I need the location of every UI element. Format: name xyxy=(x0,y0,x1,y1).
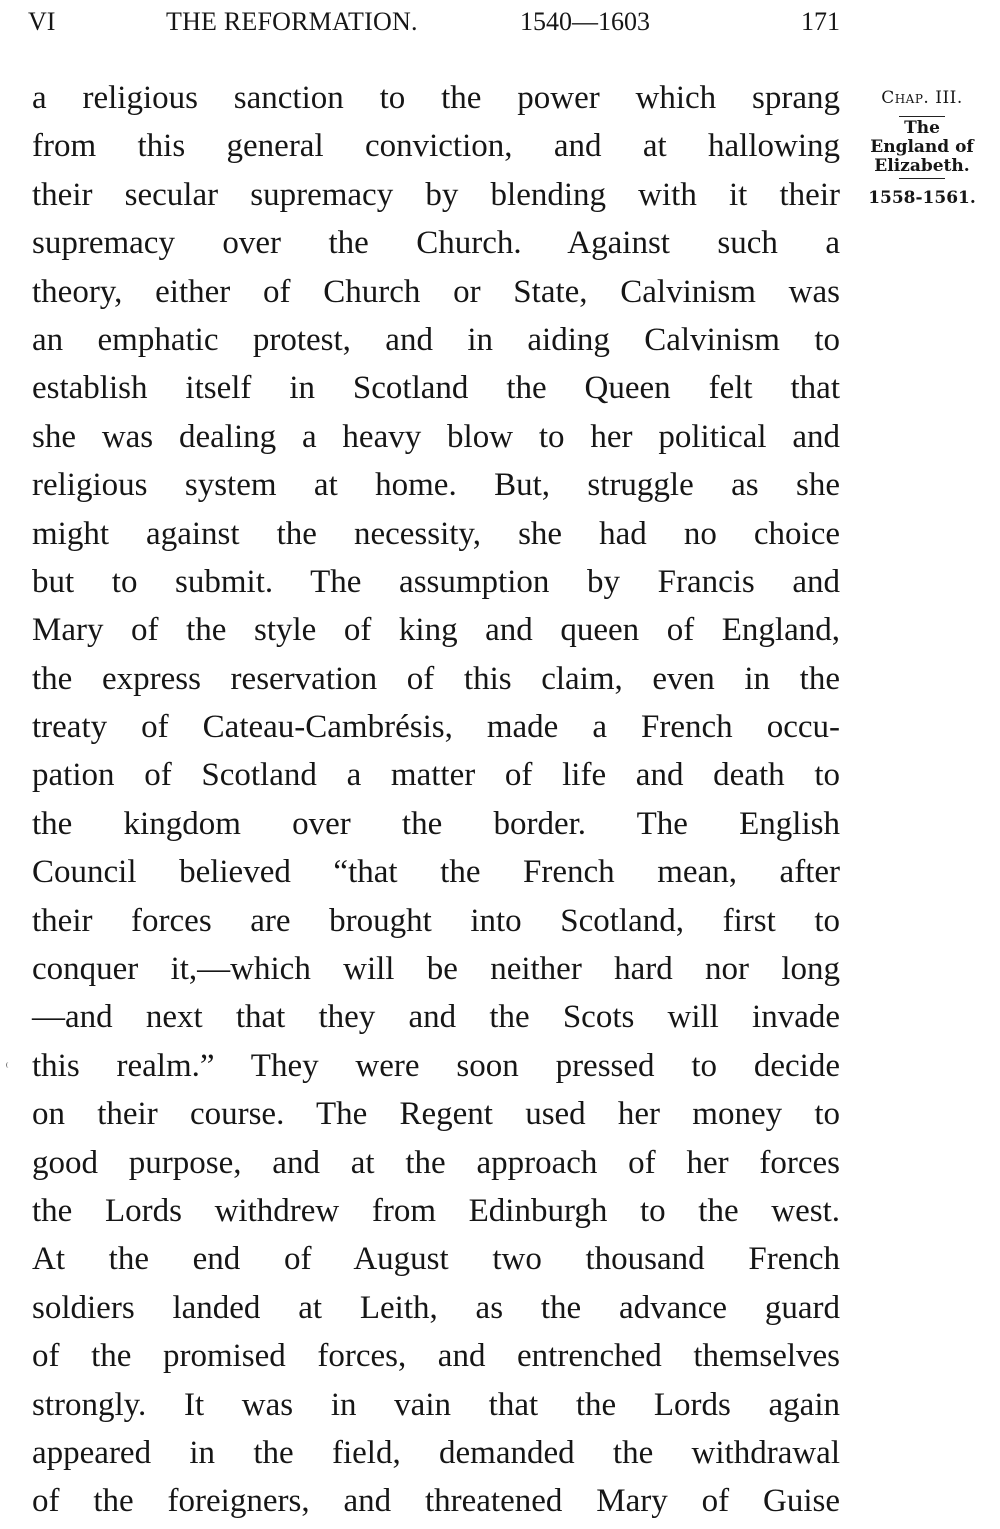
margin-chapter: Chap. III. xyxy=(881,88,963,108)
text-line: Council believed “that the French mean, after xyxy=(32,854,840,891)
text-line: their secular supremacy by blending with it their xyxy=(32,176,840,213)
text-line: conquer it,—which will be neither hard nor long xyxy=(32,951,840,988)
text-line: the express reservation of this claim, even in the xyxy=(32,660,840,697)
text-line: of the foreigners, and threatened Mary of Guise xyxy=(32,1483,840,1520)
header-date-range: 1540—1603 xyxy=(520,7,650,36)
page-number: 171 xyxy=(801,7,840,36)
text-line: supremacy over the Church. Against such a xyxy=(32,225,840,262)
text-line: At the end of August two thousand French xyxy=(32,1241,840,1278)
text-line: on their course. The Regent used her money to xyxy=(32,1096,840,1133)
text-line: an emphatic protest, and in aiding Calvinism to xyxy=(32,321,840,358)
header-book-title: THE REFORMATION. xyxy=(166,7,418,36)
text-line: strongly. It was in vain that the Lords again xyxy=(32,1386,840,1423)
print-speck xyxy=(6,1062,11,1068)
text-line: a religious sanction to the power which sprang xyxy=(32,80,840,116)
text-line: this realm.” They were soon pressed to decide xyxy=(32,1047,840,1084)
margin-topic-line: The xyxy=(904,118,940,138)
margin-years: 1558-1561. xyxy=(868,188,976,208)
text-line: —and next that they and the Scots will invade xyxy=(32,999,840,1036)
text-line: of the promised forces, and entrenched themselves xyxy=(32,1338,840,1375)
text-line: the Lords withdrew from Edinburgh to the west. xyxy=(32,1192,840,1229)
text-line: from this general conviction, and at hallowing xyxy=(32,128,840,165)
header-chapter-number: VI xyxy=(28,7,56,36)
text-line: pation of Scotland a matter of life and death to xyxy=(32,757,840,794)
margin-topic-line: Elizabeth. xyxy=(874,156,970,176)
text-line: might against the necessity, she had no choice xyxy=(32,515,840,552)
text-line: religious system at home. But, struggle as she xyxy=(32,467,840,504)
text-line: she was dealing a heavy blow to her political and xyxy=(32,418,840,455)
text-line: Mary of the style of king and queen of England, xyxy=(32,612,840,649)
margin-topic-line: England of xyxy=(870,137,974,157)
text-line: soldiers landed at Leith, as the advance guard xyxy=(32,1289,840,1326)
marginal-note xyxy=(852,82,992,213)
text-line: establish itself in Scotland the Queen felt that xyxy=(32,370,840,407)
running-header xyxy=(28,4,840,40)
margin-rule xyxy=(899,178,945,179)
text-line: the kingdom over the border. The English xyxy=(32,805,840,842)
text-line: appeared in the field, demanded the withdrawal xyxy=(32,1434,840,1471)
body-paragraph xyxy=(32,74,840,1526)
text-line: treaty of Cateau-Cambrésis, made a French occu- xyxy=(32,709,840,746)
text-line: theory, either of Church or State, Calvinism was xyxy=(32,273,840,310)
margin-rule xyxy=(899,116,945,117)
text-line: but to submit. The assumption by Francis and xyxy=(32,563,840,600)
text-line: good purpose, and at the approach of her forces xyxy=(32,1144,840,1181)
text-line: their forces are brought into Scotland, first to xyxy=(32,902,840,939)
